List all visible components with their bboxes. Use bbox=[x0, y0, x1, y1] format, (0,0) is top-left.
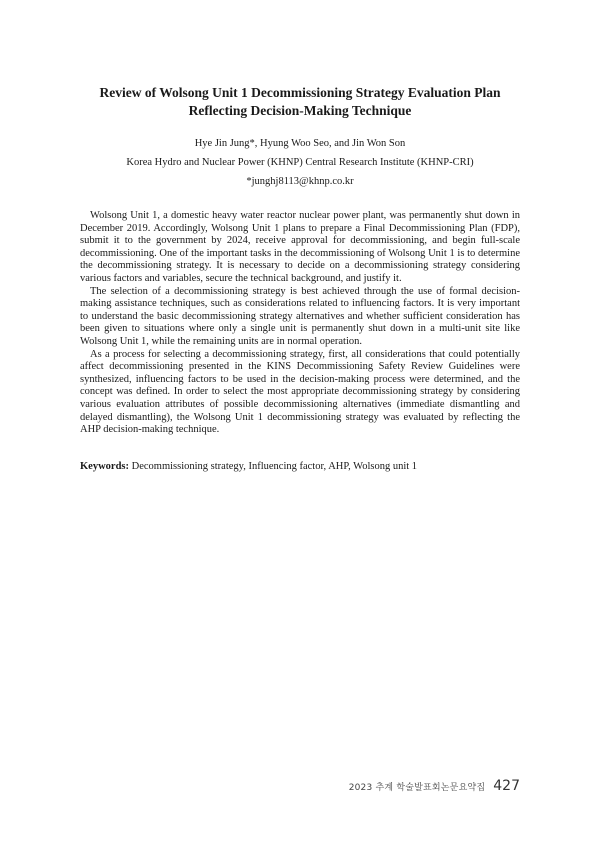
abstract bbox=[80, 210, 520, 437]
abstract-paragraph-3: As a process for selecting a decommissioning strategy, first, all considerations that could potentially affect decommissioning presented in the KINS Decommissioning Safety Review Guidelines were synthesized, influencing factors to be used in the decision-making process were determined, and the concept was defined. In order to select the most appropriate decommissioning strategy by considering various evaluation attributes of possible decommissioning alternatives (immediate dismantling and delayed dismantling), the Wolsong Unit 1 decommissioning strategy was evaluated by reflecting the AHP decision-making technique. bbox=[80, 348, 520, 436]
keywords bbox=[80, 460, 520, 473]
author-list: Hye Jin Jung*, Hyung Woo Seo, and Jin Won Son bbox=[194, 138, 406, 149]
abstract-paragraph-1: Wolsong Unit 1, a domestic heavy water reactor nuclear power plant, was permanently shut down in December 2019. Accordingly, Wolsong Unit 1 plans to prepare a Final Decommissioning Plan (FDP), submit it to the government by 2024, receive approval for decommissioning, and begin full-scale decommissioning. One of the important tasks in the decommissioning of Wolsong Unit 1 is to determine the decommissioning strategy. It is necessary to decide on a decommissioning strategy considering various factors and variables, secure the technical background, and justify it. bbox=[80, 210, 520, 284]
page-footer bbox=[349, 778, 520, 794]
title-line-1: Review of Wolsong Unit 1 Decommissioning Strategy Evaluation Plan bbox=[99, 85, 501, 100]
keywords-label: Keywords: bbox=[80, 461, 129, 472]
author-affiliation: Korea Hydro and Nuclear Power (KHNP) Central Research Institute (KHNP-CRI) bbox=[126, 157, 474, 168]
author-email: *junghj8113@khnp.co.kr bbox=[246, 176, 354, 187]
keywords-list: Decommissioning strategy, Influencing factor, AHP, Wolsong unit 1 bbox=[129, 461, 418, 472]
proceedings-title: 2023 추계 학술발표회논문요약집 bbox=[348, 783, 486, 793]
page-number: 427 bbox=[493, 778, 520, 794]
paper-title bbox=[60, 84, 540, 120]
title-line-2: Reflecting Decision-Making Technique bbox=[188, 103, 412, 118]
abstract-paragraph-2: The selection of a decommissioning strategy is best achieved through the use of formal decision-making assistance techniques, such as considerations related to influencing factors. It is very important to understand the basic decommissioning strategy alternatives and whether sufficient consideration has been given to situations where only a single unit is permanently shut down in a multi-unit site like Wolsong Unit 1, while the remaining units are in normal operation. bbox=[80, 285, 520, 347]
